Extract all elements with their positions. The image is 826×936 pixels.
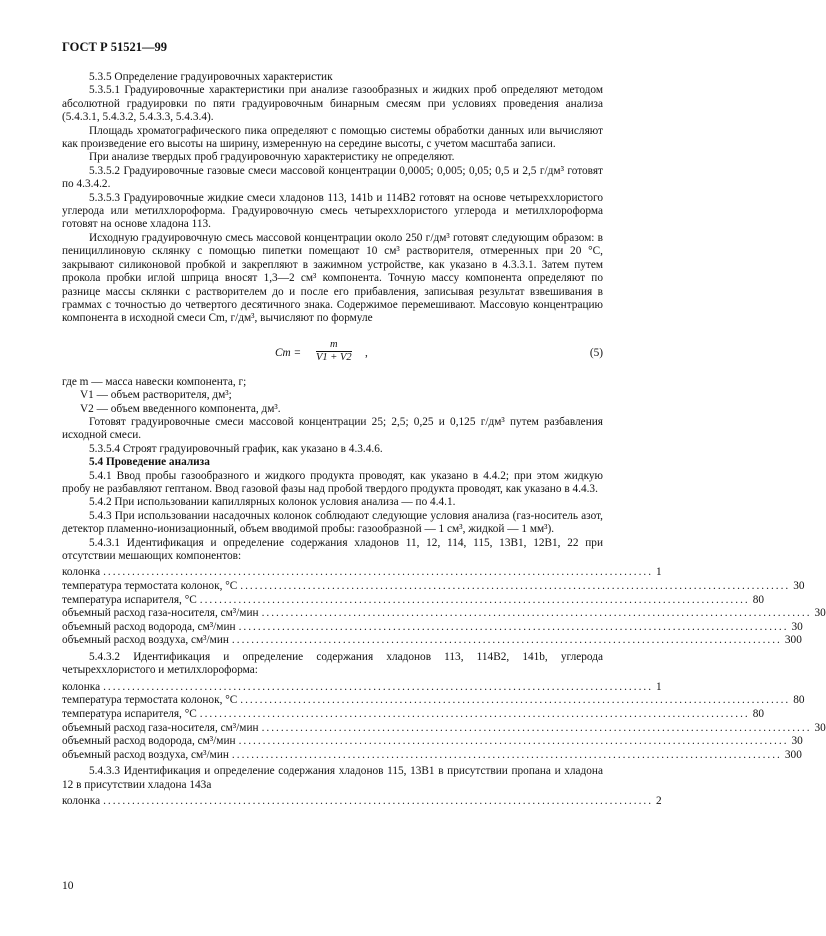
paragraph: 5.4.3 При использовании насадочных колонок соблюдают следующие условия анализа (газ-носитель азот, детектор пламенно-ионизационный, объем вводимой пробы: газообразной — 1 см³, жидкой — 1 мм³). [62, 509, 603, 536]
condition-row: объемный расход газа-носителя, см³/мин .................................................................................................................. 30 [62, 607, 826, 620]
paragraph: 5.3.5.3 Градуировочные жидкие смеси хладонов 113, 141b и 114B2 готовят на основе четыреххлористого углерода или метилхлороформа. Градуировочную смесь четыреххлористого углерода и метилхлороформа готовят на основе хладона 113. [62, 191, 603, 231]
condition-row: объемный расход водорода, см³/мин .................................................................................................................. 30 [62, 735, 803, 748]
document-header: ГОСТ Р 51521—99 [62, 40, 168, 54]
page-number: 10 [62, 880, 74, 892]
paragraph: 5.3.5.2 Градуировочные газовые смеси массовой концентрации 0,0005; 0,005; 0,05; 0,5 и 2,5 г/дм³ готовят по 4.3.4.2. [62, 164, 603, 191]
section-heading-5-3-5: 5.3.5 Определение градуировочных характеристик [89, 71, 333, 83]
paragraph: При анализе твердых проб градуировочную характеристику не определяют. [89, 151, 455, 164]
formula-5 [62, 335, 603, 375]
formula-number: (5) [589, 346, 603, 359]
paragraph: 5.3.5.1 Градуировочные характеристики при анализе газообразных и жидких проб определяют методом абсолютной градуировки по пяти градуировочным бинарным смесям при условиях проведения анализа (5.4.3.1, 5.4.3.2, 5.4.3.3, 5.4.3.4). [62, 84, 603, 124]
legend-item: V1 — объем растворителя, дм³; [80, 389, 232, 402]
condition-row: объемный расход воздуха, см³/мин .................................................................................................................. 300 [62, 748, 802, 761]
conditions-list-3 [62, 795, 662, 809]
legend-item: V2 — объем введенного компонента, дм³. [80, 402, 281, 415]
paragraph: 5.4.3.1 Идентификация и определение содержания хладонов 11, 12, 114, 115, 13B1, 12B1, 22 при отсутствии мешающих компонентов: [62, 536, 603, 562]
formula-legend [62, 376, 603, 416]
formula-denominator: V1 + V2 [316, 351, 352, 363]
conditions-list-1 [62, 566, 826, 648]
condition-row: колонка .................................................................................................................. 1 [62, 566, 662, 579]
conditions-list-2 [62, 680, 826, 763]
condition-row: колонка .................................................................................................................. 1 [62, 680, 662, 693]
condition-row: температура термостата колонок, °С .................................................................................................................. 80 [62, 694, 805, 707]
condition-row: объемный расход воздуха, см³/мин .................................................................................................................. 300 [62, 634, 802, 647]
paragraph: 5.3.5.4 Строят градуировочный график, как указано в 4.3.4.6. [89, 442, 383, 455]
paragraph: Исходную градуировочную смесь массовой концентрации около 250 г/дм³ готовят следующим образом: в пенициллиновую склянку с помощью пипетки помещают 10 см³ растворителя, отмеренных при 20 °С, закрывают силиконовой пробкой и закрепляют в зажимном устройстве, как указано в 4.3.3.1. Затем путем прокола пробки иглой шприца вносят 1,3—2 см³ компонента. Точную массу компонента определяют по разнице массы склянки с растворителем до и после его прибавления, записывая результат взвешивания в граммах с точностью до четвертого десятичного знака. Содержимое перемешивают. Массовую концентрацию компонента в исходной смеси Cm, г/дм³, вычисляют по формуле [62, 231, 603, 325]
document-body [62, 71, 826, 809]
paragraph: 5.4.3.2 Идентификация и определение содержания хладонов 113, 114B2, 141b, углерода четыреххлористого и метилхлороформа: [62, 650, 603, 677]
paragraph: 5.4.1 Ввод пробы газообразного и жидкого продукта проводят, как указано в 4.4.2; при этом жидкую пробу не разбавляют гептаном. Ввод газовой фазы над пробой твердого продукта проводят, как указано в 4.4.3. [62, 469, 603, 495]
section-heading-5-4: 5.4 Проведение анализа [89, 456, 210, 469]
paragraph: 5.4.3.3 Идентификация и определение содержания хладонов 115, 13B1 в присутствии пропана и хладона 12 в присутствии хладона 143a [62, 765, 603, 791]
formula-fraction [316, 339, 352, 364]
condition-row: температура термостата колонок, °С .................................................................................................................. 30 [62, 580, 805, 592]
condition-row: колонка .................................................................................................................. 2 [62, 795, 662, 808]
paragraph: Готовят градуировочные смеси массовой концентрации 25; 2,5; 0,25 и 0,125 г/дм³ путем разбавления исходной смеси. [62, 415, 603, 442]
condition-row: объемный расход водорода, см³/мин .................................................................................................................. 30 [62, 620, 803, 633]
legend-item: где m — масса навески компонента, г; [62, 375, 247, 388]
condition-row: температура испарителя, °С .................................................................................................................. 80 [62, 707, 765, 720]
paragraph: 5.4.2 При использовании капиллярных колонок условия анализа — по 4.4.1. [89, 496, 456, 509]
condition-row: температура испарителя, °С .................................................................................................................. 80 [62, 593, 765, 606]
formula-numerator: m [316, 339, 352, 352]
paragraph: Площадь хроматографического пика определяют с помощью системы обработки данных или вычисляют как произведение его высоты на ширину, измеренную на середине высоты, с учетом масштаба записи. [62, 124, 603, 151]
formula-lhs: Cm = [275, 346, 302, 359]
condition-row: объемный расход газа-носителя, см³/мин .................................................................................................................. 30 [62, 721, 826, 734]
formula-comma: , [365, 346, 368, 359]
